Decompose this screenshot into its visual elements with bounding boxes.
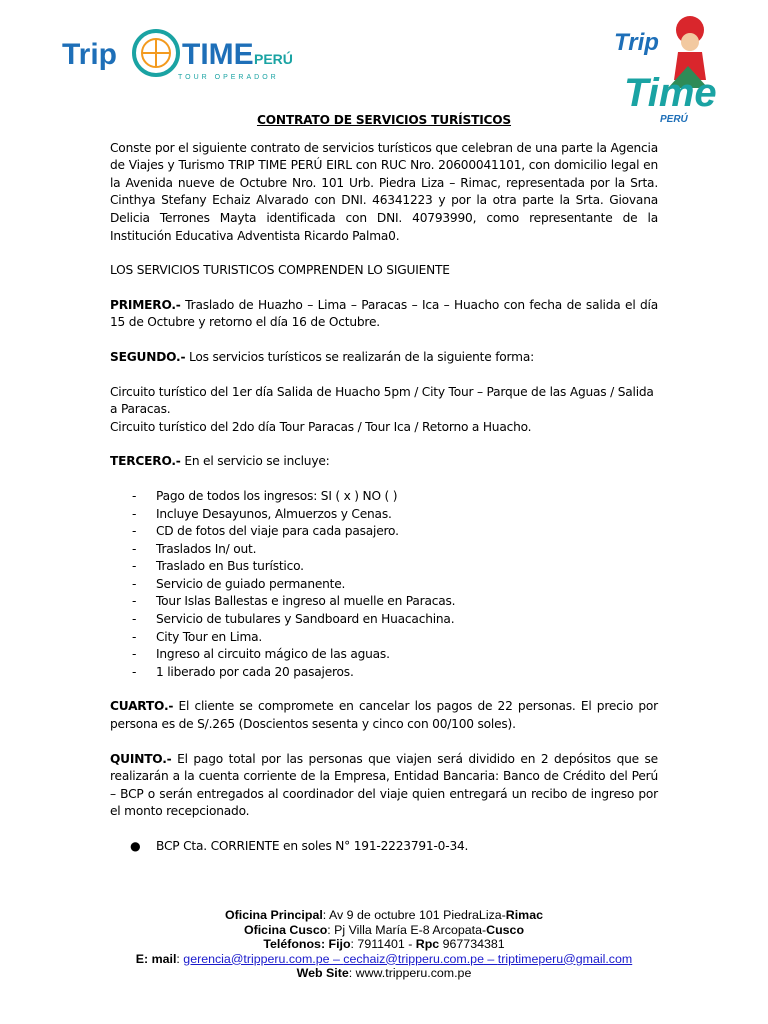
clause-primero bbox=[110, 297, 658, 332]
footer-text: – bbox=[329, 951, 344, 966]
list-item: - Pago de todos los ingresos: SI ( x ) NO ( ) bbox=[110, 488, 658, 506]
footer-office bbox=[0, 908, 768, 923]
footer-city: Rimac bbox=[505, 908, 543, 922]
trip-time-logo-right bbox=[608, 8, 738, 128]
logo-peru-text: PERÚ bbox=[254, 51, 293, 67]
clause-tercero bbox=[110, 453, 658, 471]
footer-label: Oficina Cusco bbox=[243, 922, 328, 937]
footer-phones bbox=[0, 937, 768, 952]
clause-text: Los servicios turísticos se realizarán de la siguiente forma: bbox=[185, 349, 534, 364]
document-title: CONTRATO DE SERVICIOS TURÍSTICOS bbox=[256, 113, 512, 127]
email-link-cechaiz[interactable]: cechaiz@tripperu.com.pe bbox=[343, 951, 484, 966]
logo-right-time: Time bbox=[624, 71, 717, 115]
list-item: - Ingreso al circuito mágico de las aguas. bbox=[110, 646, 658, 664]
circuit-day-1: Circuito turístico del 1er día Salida de Huacho 5pm / City Tour – Parque de las Aguas / Salida a Paracas. bbox=[110, 384, 654, 417]
footer-label: Oficina Principal bbox=[225, 908, 323, 922]
footer-label: Teléfonos: Fijo bbox=[263, 937, 351, 951]
list-item: - 1 liberado por cada 20 pasajeros. bbox=[110, 664, 658, 682]
clause-label: CUARTO.- bbox=[110, 699, 174, 714]
logo-right-peru: PERÚ bbox=[660, 114, 688, 125]
list-item: - Traslado en Bus turístico. bbox=[110, 558, 658, 576]
footer-web bbox=[0, 966, 768, 981]
footer-text: : www.tripperu.com.pe bbox=[348, 966, 472, 980]
email-link-gmail[interactable]: triptimeperu@gmail.com bbox=[497, 951, 633, 966]
logo-right-trip: Trip bbox=[614, 29, 659, 56]
footer-label: E: mail bbox=[135, 951, 177, 966]
footer-label: Rpc bbox=[415, 937, 440, 951]
services-heading: LOS SERVICIOS TURISTICOS COMPRENDEN LO SIGUIENTE bbox=[110, 263, 450, 278]
footer-cusco bbox=[0, 923, 768, 938]
clause-label: QUINTO.- bbox=[110, 751, 172, 766]
footer-text: : bbox=[176, 951, 184, 966]
clause-label: PRIMERO.- bbox=[110, 297, 181, 312]
includes-list bbox=[110, 488, 658, 682]
footer-label: Web Site bbox=[296, 966, 349, 980]
clause-cuarto bbox=[110, 698, 658, 733]
clause-quinto bbox=[110, 751, 658, 821]
list-item: - City Tour en Lima. bbox=[110, 629, 658, 647]
bank-account-text: BCP Cta. CORRIENTE en soles N° 191-2223791-0-34. bbox=[156, 839, 469, 853]
footer-emails bbox=[0, 952, 768, 967]
list-item: - Servicio de tubulares y Sandboard en Huacachina. bbox=[110, 611, 658, 629]
list-item: - Traslados In/ out. bbox=[110, 541, 658, 559]
footer-text: – bbox=[483, 951, 498, 966]
list-item: - Incluye Desayunos, Almuerzos y Cenas. bbox=[110, 506, 658, 524]
circuit-day-2: Circuito turístico del 2do día Tour Paracas / Tour Ica / Retorno a Huacho. bbox=[110, 419, 532, 434]
trip-time-logo-left bbox=[58, 24, 298, 84]
clause-text: En el servicio se incluye: bbox=[180, 454, 330, 469]
clause-segundo bbox=[110, 349, 658, 367]
bullet-icon: ● bbox=[130, 839, 141, 853]
list-item: - Tour Islas Ballestas e ingreso al muelle en Paracas. bbox=[110, 593, 658, 611]
clause-text: El pago total por las personas que viajen será dividido en 2 depósitos que se realizarán a la cuenta corriente de la Empresa, Entidad Bancaria: Banco de Crédito del Perú – BCP o serán entregados al coordinador del viaje quien entregará un recibo de ingreso por el monto recepcionado. bbox=[110, 751, 658, 819]
bank-account-item bbox=[110, 838, 658, 856]
clause-label: SEGUNDO.- bbox=[110, 349, 186, 364]
intro-paragraph: Conste por el siguiente contrato de servicios turísticos que celebran de una parte la Agencia de Viajes y Turismo TRIP TIME PERÚ EIRL con RUC Nro. 20600041101, con domicilio legal en la Avenida nueve de Octubre Nro. 101 Urb. Piedra Liza – Rimac, representada por la Srta. Cinthya Stefany Echaiz Alvarado con DNI. 46341223 y por la otra parte la Srta. Giovana Delicia Terrones Mayta identificada con DNI. 40793990, como representante de la Institución Educativa Adventista Ricardo Palma0. bbox=[110, 140, 658, 243]
contract-body bbox=[110, 112, 658, 856]
footer-city: Cusco bbox=[486, 922, 525, 937]
clause-text: Traslado de Huazho – Lima – Paracas – Ica – Huacho con fecha de salida el día 15 de Octubre y retorno el día 16 de Octubre. bbox=[110, 297, 658, 330]
logo-trip-text: Trip bbox=[62, 38, 118, 71]
logo-tagline: TOUR OPERADOR bbox=[178, 74, 279, 81]
clause-text: El cliente se compromete en cancelar los pagos de 22 personas. El precio por persona es de S/.265 (Doscientos sesenta y cinco con 00/100 soles). bbox=[110, 699, 658, 732]
footer-text: : 7911401 - bbox=[350, 937, 416, 951]
footer-text: : Av 9 de octubre 101 PiedraLiza- bbox=[322, 908, 506, 922]
logo-time-text: TIME bbox=[182, 38, 254, 71]
footer bbox=[0, 908, 768, 981]
footer-text: : Pj Villa María E-8 Arcopata- bbox=[327, 922, 487, 937]
email-link-gerencia[interactable]: gerencia@tripperu.com.pe bbox=[183, 951, 330, 966]
clause-label: TERCERO.- bbox=[110, 454, 181, 469]
list-item: - Servicio de guiado permanente. bbox=[110, 576, 658, 594]
footer-text: 967734381 bbox=[439, 937, 505, 951]
list-item: - CD de fotos del viaje para cada pasajero. bbox=[110, 523, 658, 541]
